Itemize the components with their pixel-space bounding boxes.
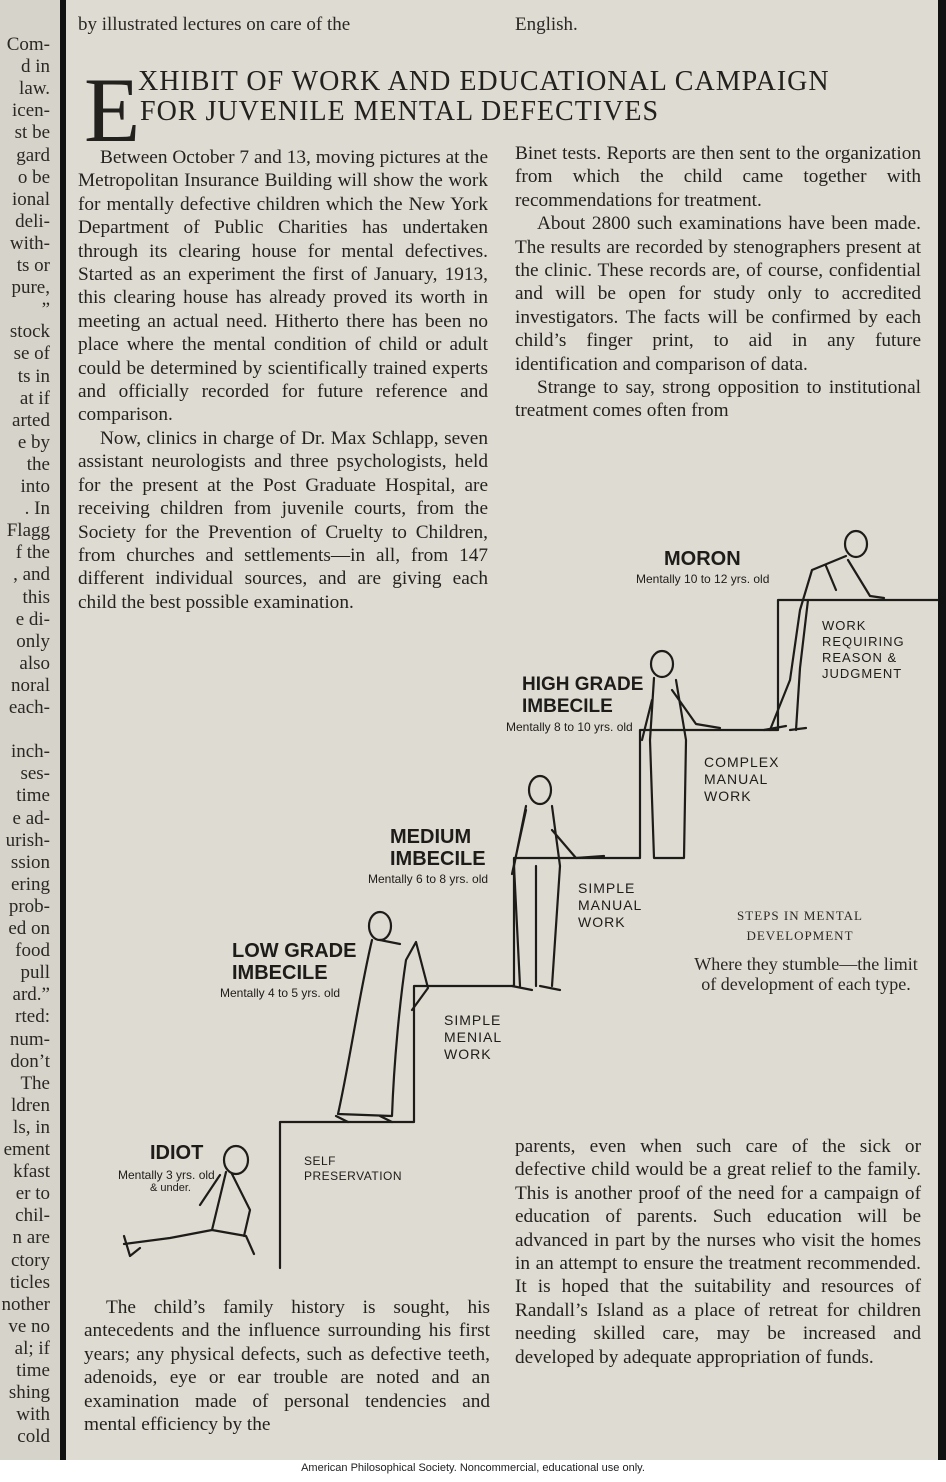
- fragment-line: ering: [10, 873, 50, 895]
- fragment-line: gard: [16, 144, 50, 166]
- idiot-label: IDIOT: [150, 1142, 204, 1164]
- fragment-line: chil-: [15, 1205, 50, 1227]
- fragment-line: at if: [19, 387, 50, 409]
- paragraph: The child’s family history is sought, his antecedents and the influence surrounding his first years; any physical defects, such as defective teeth, adenoids, eye or ear trouble are noted and an examination made of personal tendencies and mental efficiency by the: [84, 1297, 490, 1436]
- fragment-line: nother: [1, 1293, 50, 1315]
- fragment-line: time: [16, 785, 50, 807]
- paragraph: parents, even when such care of the sick or defective child would be a great relief to the family. This is another proof of the need for a campaign of education of parents. Such education will be advanced in part by the nurses who visit the homes in an attempt to ensure the treatment recommended. It is hoped that the suitability and resources of Randall’s Island as a place of retreat for children needing skilled care, may be increased and developed by adequate appropriation of funds.: [515, 1136, 921, 1368]
- medium-imbecile-work: SIMPLE MANUAL WORK: [578, 880, 643, 930]
- fragment-line: with-: [9, 232, 50, 254]
- idiot-work: SELF PRESERVATION: [304, 1154, 403, 1183]
- fragment-line: d in: [20, 56, 50, 78]
- fragment-line: kfast: [13, 1161, 50, 1183]
- fragment-line: er to: [15, 1183, 50, 1205]
- paragraph: Strange to say, strong opposition to institutional treatment comes often from: [515, 377, 921, 422]
- fragment-line: o be: [17, 166, 50, 188]
- fragment-line: food: [15, 940, 50, 962]
- fragment-line: ls, in: [13, 1116, 50, 1138]
- fragment-line: arted: [12, 409, 50, 431]
- high-grade-imbecile-label: HIGH GRADE IMBECILE: [522, 674, 644, 717]
- idiot-age: Mentally 3 yrs. old: [118, 1168, 215, 1182]
- fragment-line: pure,: [11, 277, 50, 299]
- fragment-line: into: [20, 476, 50, 497]
- low-grade-imbecile-label: LOW GRADE IMBECILE: [232, 940, 357, 984]
- fragment-line: ”: [41, 299, 50, 321]
- fragment-line: pull: [20, 962, 50, 984]
- fragment-line: , and: [13, 564, 50, 586]
- fragment-line: the: [26, 453, 50, 475]
- moron-label: MORON: [664, 548, 741, 570]
- fragment-line: inch-: [10, 741, 50, 763]
- headline-line-1: XHIBIT OF WORK AND EDUCATIONAL CAMPAIGN: [138, 66, 830, 97]
- fragment-line: ard.”: [12, 984, 50, 1006]
- fragment-line: Flagg: [6, 520, 50, 542]
- headline-dropcap: E: [84, 59, 141, 161]
- fragment-line: ve no: [8, 1315, 50, 1337]
- headline-line-2: FOR JUVENILE MENTAL DEFECTIVES: [140, 96, 660, 127]
- fragment-line: ed on: [8, 918, 50, 939]
- fragment-line: deli-: [15, 210, 50, 232]
- paragraph: Between October 7 and 13, moving pictures at the Metropolitan Insurance Building will show the work for mentally defective children which the New York Department of Public Charities has undertaken through its clearing house for mental defectives. Started as an experiment the first of January, 1913, this clearing house has already proved its worth in meeting an actual need. Hitherto there has been no place where the mental condition of child or adult could be determined by scientifically trained experts and officially recorded for future reference and comparison.: [78, 147, 488, 426]
- fragment-line: shing: [8, 1382, 50, 1404]
- fragment-line: se of: [13, 343, 50, 365]
- fragment-line: f the: [15, 542, 50, 564]
- medium-imbecile-label: MEDIUM IMBECILE: [390, 826, 486, 870]
- fragment-line: ses-: [20, 763, 50, 785]
- fragment-line: Com-: [6, 34, 50, 55]
- fragment-line: e di-: [15, 608, 50, 630]
- fragment-line: cold: [17, 1426, 50, 1448]
- fragment-line: this: [22, 586, 50, 608]
- fragment-line: prob-: [8, 895, 50, 917]
- footer-credit: American Philosophical Society. Noncommercial, educational use only.: [301, 1462, 645, 1474]
- moron-age: Mentally 10 to 12 yrs. old: [636, 572, 770, 586]
- fragment-line: time: [16, 1360, 50, 1381]
- fragment-line: noral: [10, 674, 50, 696]
- fragment-line: e by: [17, 431, 50, 453]
- fragment-line: stock: [9, 321, 50, 343]
- fragment-line: with: [16, 1404, 50, 1426]
- fragment-line: st be: [14, 122, 50, 144]
- fragment-line: ctory: [10, 1249, 50, 1271]
- fragment-line: al; if: [14, 1337, 50, 1359]
- fragment-line: each-: [8, 697, 50, 718]
- fragment-line: n are: [12, 1227, 50, 1249]
- low-grade-imbecile-age: Mentally 4 to 5 yrs. old: [220, 986, 341, 1000]
- fragment-line: ssion: [10, 851, 50, 873]
- fragment-line: ts or: [16, 255, 50, 276]
- fragment-line: num-: [9, 1028, 50, 1050]
- fragment-line: e ad-: [12, 807, 50, 829]
- fragment-line: ts in: [17, 365, 50, 387]
- fragment-line: The: [20, 1072, 50, 1094]
- moron-work: WORK REQUIRING REASON & JUDGMENT: [822, 618, 905, 681]
- illustration-caption-title: STEPS IN MENTAL DEVELOPMENT: [737, 908, 863, 943]
- illustration-caption-text: Where they stumble—the limit of development of each type.: [694, 954, 918, 994]
- fragment-line: ldren: [10, 1094, 50, 1116]
- fragment-line: icen-: [12, 100, 50, 122]
- fragment-line: only: [16, 630, 50, 652]
- continued-text-left: by illustrated lectures on care of the: [78, 14, 351, 35]
- fragment-line: ement: [3, 1139, 50, 1160]
- paragraph: Binet tests. Reports are then sent to the organization from which the child came together with recommendations for treatment.: [515, 143, 921, 211]
- fragment-line: don’t: [10, 1050, 50, 1072]
- high-grade-imbecile-work: COMPLEX MANUAL WORK: [704, 754, 780, 804]
- paragraph: Now, clinics in charge of Dr. Max Schlapp, seven assistant neurologists and three psychologists, held for the present at the Post Graduate Hospital, are receiving children from juvenile courts, from the Society for the Prevention of Cruelty to Children, from churches and settlements—in all, from 147 different individual sources, and are giving each child the best possible examination.: [78, 427, 488, 613]
- fragment-line: ticles: [9, 1271, 50, 1293]
- fragment-line: . In: [24, 498, 50, 520]
- paragraph: About 2800 such examinations have been made. The results are recorded by stenographers present at the clinic. These records are, of course, confidential and will be open for study only to accredited investigators. The facts will be confirmed by each child’s finger print, to aid in any future identification and comparison of data.: [515, 213, 921, 375]
- fragment-line: rted:: [15, 1006, 50, 1028]
- high-grade-imbecile-age: Mentally 8 to 10 yrs. old: [506, 720, 633, 734]
- continued-text-right: English.: [515, 14, 578, 35]
- fragment-line: ional: [12, 188, 50, 210]
- fragment-line: urish-: [5, 829, 50, 851]
- low-grade-imbecile-work: SIMPLE MENIAL WORK: [444, 1012, 503, 1062]
- fragment-line: also: [19, 652, 50, 674]
- idiot-age-2: & under.: [150, 1182, 191, 1194]
- fragment-line: law.: [19, 78, 50, 100]
- medium-imbecile-age: Mentally 6 to 8 yrs. old: [368, 872, 489, 886]
